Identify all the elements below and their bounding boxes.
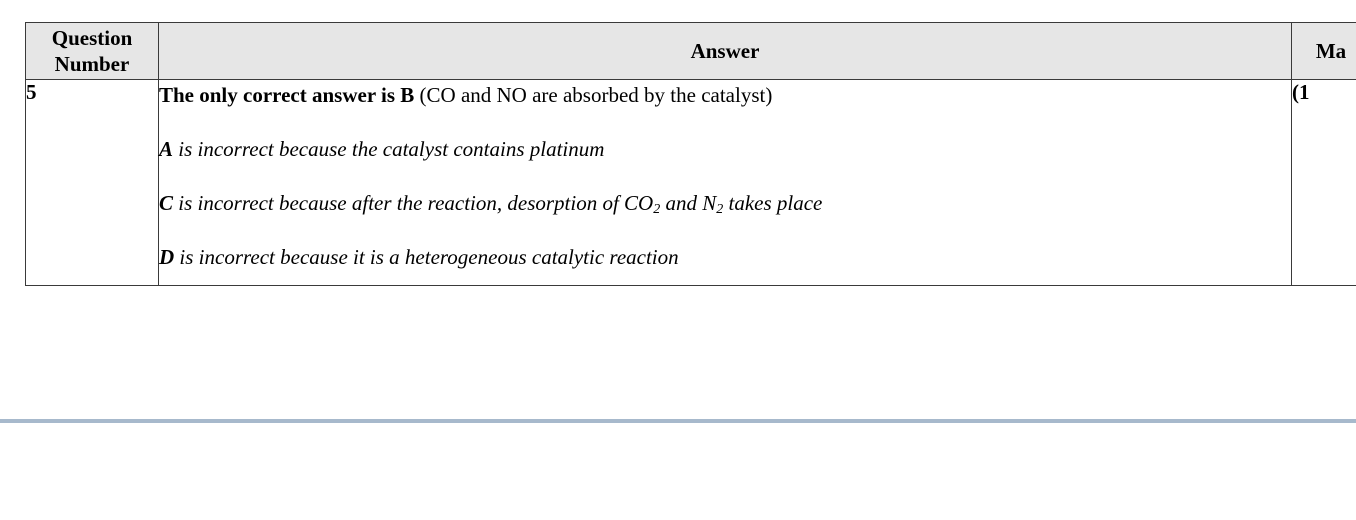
distractor-letter: A: [159, 137, 174, 161]
distractor-text: is incorrect because the catalyst contains platinum: [178, 137, 605, 161]
distractor-text-before: is incorrect because after the reaction, desorption of CO: [178, 191, 654, 215]
correct-answer-line: [159, 80, 1291, 134]
footer-divider: [0, 419, 1356, 423]
distractor-line-c: [159, 188, 1291, 242]
correct-answer-reason: (CO and NO are absorbed by the catalyst): [419, 83, 773, 107]
distractor-line-a: [159, 134, 1291, 188]
distractor-text-middle: and N: [665, 191, 717, 215]
distractor-text-after: takes place: [728, 191, 823, 215]
table-header-row: [26, 23, 1356, 80]
subscript-n2: 2: [716, 202, 724, 217]
subscript-co2: 2: [653, 202, 661, 217]
table-row: [26, 80, 1356, 286]
correct-answer-prefix: The only correct answer is B: [159, 83, 415, 107]
distractor-line-d: [159, 242, 1291, 272]
question-number-cell: 5: [26, 80, 159, 286]
marks-cell: (1: [1292, 80, 1356, 286]
header-marks: Ma: [1292, 23, 1356, 80]
answer-cell: [159, 80, 1292, 286]
distractor-letter: C: [159, 191, 174, 215]
distractor-text: [178, 191, 822, 215]
mark-scheme-table: [25, 22, 1356, 286]
distractor-letter: D: [159, 245, 175, 269]
header-question-number: Question Number: [26, 23, 159, 80]
distractor-text: is incorrect because it is a heterogeneous catalytic reaction: [179, 245, 679, 269]
header-answer: Answer: [159, 23, 1292, 80]
